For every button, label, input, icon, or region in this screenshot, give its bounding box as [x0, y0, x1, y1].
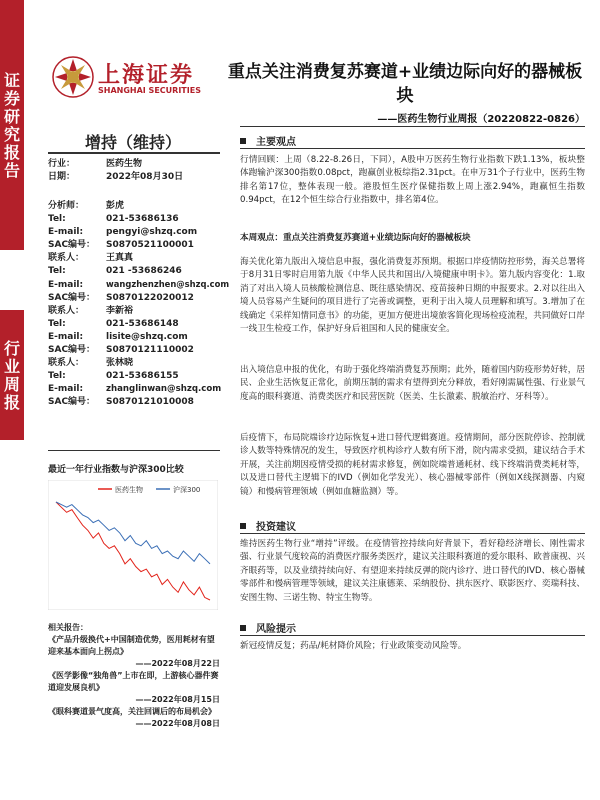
para-4: 维持医药生物行业“增持”评级。在疫情管控持续向好背景下，看好稳经济增长、刚性需求强、行业景气度较高的消费医疗服务类医疗，建议关注眼科赛道的爱尔眼科、欧普康视、兴齐眼药等，以及业绩持续向好、有望迎来持续反弹的院内诊疗、进口替代的IVD、核心器械零部件和慢病管理等领域，建议关注康德莱、采纳股份、拱东医疗、联影医疗、奕瑞科技、安图生物、三诺生物、特宝生物等。	[240, 539, 585, 603]
brand-name-en: SHANGHAI SECURITIES	[98, 86, 201, 95]
analyst-line: E-mail: zhanglinwan@shzq.com	[48, 384, 222, 394]
related-item-3[interactable]: 《眼科赛道景气度高，关注回调后的布局机会》 ——2022年08月08日	[48, 707, 220, 728]
analyst-line: SAC编号： S0870521100001	[48, 240, 194, 250]
rating: 增持（维持）	[84, 133, 181, 152]
rating-divider	[48, 152, 220, 154]
analyst-line: 联系人： 张林晓	[48, 358, 134, 368]
analyst-line: Tel: 021 -53686246	[48, 266, 182, 276]
analyst-line: Tel: 021-53686155	[48, 371, 179, 381]
meta-date: 日期： 2022年08月30日	[48, 172, 184, 182]
related-item-2[interactable]: 《医学影像“独角兽”上市在即，上游核心器件赛道迎发展良机》 ——2022年08月15日	[48, 671, 220, 704]
chart-divider	[48, 450, 220, 451]
section-bullet-icon	[240, 138, 246, 144]
section-divider	[240, 533, 585, 534]
section-invest: 投资建议	[240, 518, 296, 533]
analyst-line: Tel: 021-53686136	[48, 214, 179, 224]
legend-label-1: 沪深300	[173, 486, 201, 494]
side-band	[0, 0, 24, 800]
para-1: 海关优化第九版出入境信息申报，强化消费复苏预期。根据口岸疫情防控形势，海关总署将于8月31日零时启用第九版《中华人民共和国出/入境健康申明卡》。第九版内容变化：1.取消了对出入境人员核酸检测信息、既往感染情况、疫苗接种日期的申报要求。2.对以往出入境人员容易产生疑问的项目进行了完善或调整，更利于出入境人员理解和填写。3.增加了在线确定《采样知情同意书》的功能，更加方便进出境旅客简化现场检疫流程，共同做好口岸一线卫生检疫工作，保护好身后祖国和人民的健康安全。	[240, 257, 585, 335]
chart-title: 最近一年行业指数与沪深300比较	[48, 465, 184, 475]
para-3: 后疫情下，布局院端诊疗边际恢复+进口替代逻辑赛道。疫情期间，部分医院停诊、控制就诊人数等特殊情况的发生，导致医疗机构诊疗人数有所下滑，院内需求受损，建议结合手术开展，关注前期因疫情受损的耗材需求修复，例如院端普通耗材、线下终端消费类耗材等，以及进口替代主逻辑下的IVD（例如化学发光）、核心器械零部件（例如X线探测器、内窥镜）和慢病管理领域（例如血糖监测）等。	[240, 433, 585, 497]
analyst-line: 联系人： 李新裕	[48, 306, 134, 316]
analyst-block	[48, 200, 229, 409]
chart-frame	[48, 480, 218, 610]
side-band-middle	[0, 310, 24, 440]
para-view: 本周观点：重点关注消费复苏赛道+业绩边际向好的器械板块	[240, 233, 471, 243]
side-label-middle: 行业周报	[3, 339, 20, 412]
section-divider	[240, 148, 585, 149]
brand-name-cn: 上海证券	[98, 63, 195, 88]
title-divider	[240, 126, 585, 127]
analyst-line: SAC编号： S0870121110002	[48, 345, 194, 355]
analyst-line: SAC编号： S0870122020012	[48, 293, 194, 303]
section-bullet-icon	[240, 625, 246, 631]
side-band-top	[0, 0, 24, 250]
analyst-line: E-mail: pengyi@shzq.com	[48, 227, 198, 237]
brand-mark-icon	[52, 56, 94, 98]
analyst-line: E-mail: lisite@shzq.com	[48, 332, 188, 342]
related-reports	[48, 622, 220, 730]
report-title: 重点关注消费复苏赛道+业绩边际向好的器械板块	[227, 62, 583, 106]
analyst-line: 分析师： 彭虎	[48, 201, 125, 211]
analyst-line: SAC编号： S0870121010008	[48, 397, 194, 407]
related-item-1[interactable]: 《产品升级换代+中国制造优势，医用耗材有望迎来基本面向上拐点》 ——2022年08月22日	[48, 635, 220, 668]
analyst-line: Tel: 021-53686148	[48, 319, 179, 329]
analyst-line: 联系人： 王真真	[48, 253, 134, 263]
para-review: 行情回顾：上周（8.22-8.26日，下同），A股申万医药生物行业指数下跌1.13%，板块整体跑输沪深300指数0.08pct，跑赢创业板综指2.31pct。在申万31个子行业中，医药生物排名第17位，整体表现一般。港股恒生医疗保健指数上周上涨2.94%，跑赢恒生指数0.94pct，在12个恒生综合行业指数中，排名第4位。	[240, 155, 585, 206]
meta-industry: 行业： 医药生物	[48, 159, 143, 169]
index-chart	[48, 462, 218, 612]
side-label-top: 证券研究报告	[3, 71, 20, 180]
chart-plot	[48, 480, 218, 610]
related-title: 相关报告：	[48, 623, 88, 632]
report-subtitle: ——医药生物行业周报（20220822-0826）	[377, 114, 585, 125]
legend-label-0: 医药生物	[115, 486, 143, 494]
para-5: 新冠疫情反复；药品/耗材降价风险；行业政策变动风险等。	[240, 641, 467, 651]
brand-logo	[52, 56, 212, 102]
para-2: 出入境信息申报的优化，有助于强化终端消费复苏预期；此外，随着国内防疫形势好转，居民、企业生活恢复正常化，前期压制的需求有望得到充分释放，看好刚需属性强、行业景气度高的眼科赛道、消费类医疗和民营医院（医美、生长激素、脱敏治疗、牙科等）。	[240, 365, 585, 402]
analyst-line: E-mail: wangzhenzhen@shzq.com	[48, 279, 230, 290]
meta-block	[48, 158, 183, 184]
section-bullet-icon	[240, 523, 246, 529]
section-divider	[240, 635, 585, 636]
section-main-points: 主要观点	[240, 133, 296, 148]
section-risk: 风险提示	[240, 620, 296, 635]
